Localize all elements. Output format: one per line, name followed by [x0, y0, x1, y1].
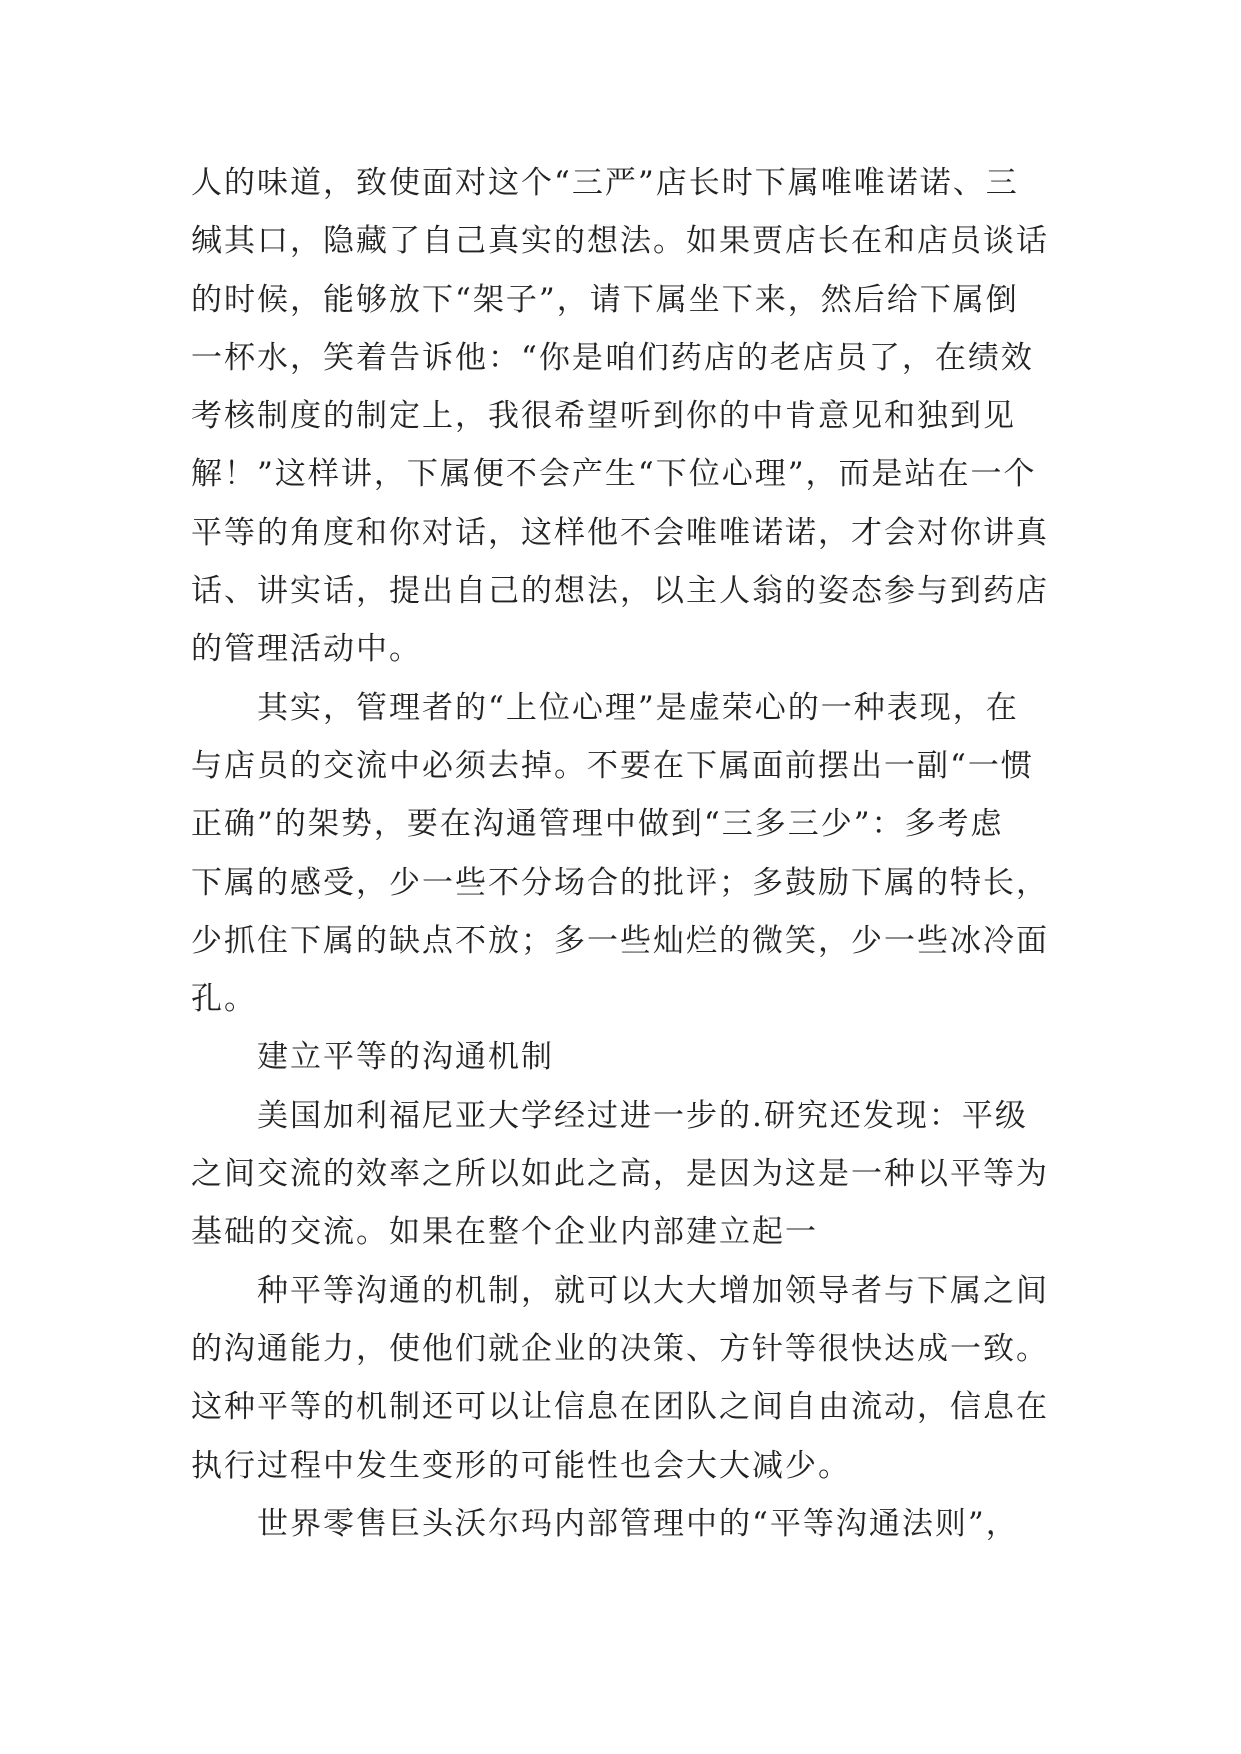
text-line: 缄其口，隐藏了自己真实的想法。如果贾店长在和店员谈话	[191, 223, 1049, 260]
text-line: 这种平等的机制还可以让信息在团队之间自由流动，信息在	[191, 1389, 1049, 1426]
text-line: 之间交流的效率之所以如此之高，是因为这是一种以平等为	[191, 1156, 1049, 1193]
text-line: 一杯水，笑着告诉他：“你是咱们药店的老店员了，在绩效	[191, 339, 1034, 376]
text-line: 与店员的交流中必须去掉。不要在下属面前摆出一副“一惯	[191, 747, 1034, 784]
text-line: 下属的感受，少一些不分场合的批评；多鼓励下属的特长，	[191, 864, 1049, 901]
text-line: 平等的角度和你对话，这样他不会唯唯诺诺，才会对你讲真	[191, 514, 1049, 551]
text-line: 的时候，能够放下“架子”，请下属坐下来，然后给下属倒	[191, 281, 1019, 318]
text-line: 基础的交流。如果在整个企业内部建立起一	[191, 1214, 818, 1251]
text-line: 正确”的架势，要在沟通管理中做到“三多三少”：多考虑	[191, 806, 1004, 843]
body-text	[191, 154, 1071, 1553]
text-line: 解！”这样讲，下属便不会产生“下位心理”，而是站在一个	[191, 456, 1037, 493]
text-line: 少抓住下属的缺点不放；多一些灿烂的微笑，少一些冰冷面	[191, 922, 1049, 959]
text-line: 执行过程中发生变形的可能性也会大大减少。	[191, 1447, 851, 1484]
paragraph-start-line: 其实，管理者的“上位心理”是虚荣心的一种表现，在	[257, 689, 1019, 726]
text-line: 的沟通能力，使他们就企业的决策、方针等很快达成一致。	[191, 1330, 1049, 1367]
text-line: 孔。	[191, 981, 257, 1018]
text-line: 考核制度的制定上，我很希望听到你的中肯意见和独到见	[191, 398, 1016, 435]
text-line: 人的味道，致使面对这个“三严”店长时下属唯唯诺诺、三	[191, 165, 1019, 201]
text-line: 话、讲实话，提出自己的想法，以主人翁的姿态参与到药店	[191, 573, 1049, 610]
paragraph-start-line: 美国加利福尼亚大学经过进一步的.研究还发现：平级	[257, 1097, 1028, 1134]
paragraph-start-line: 种平等沟通的机制，就可以大大增加领导者与下属之间	[257, 1272, 1049, 1309]
paragraph-start-line: 世界零售巨头沃尔玛内部管理中的“平等沟通法则”，	[257, 1505, 1019, 1542]
text-line: 的管理活动中。	[191, 631, 422, 668]
section-heading: 建立平等的沟通机制	[257, 1039, 554, 1076]
